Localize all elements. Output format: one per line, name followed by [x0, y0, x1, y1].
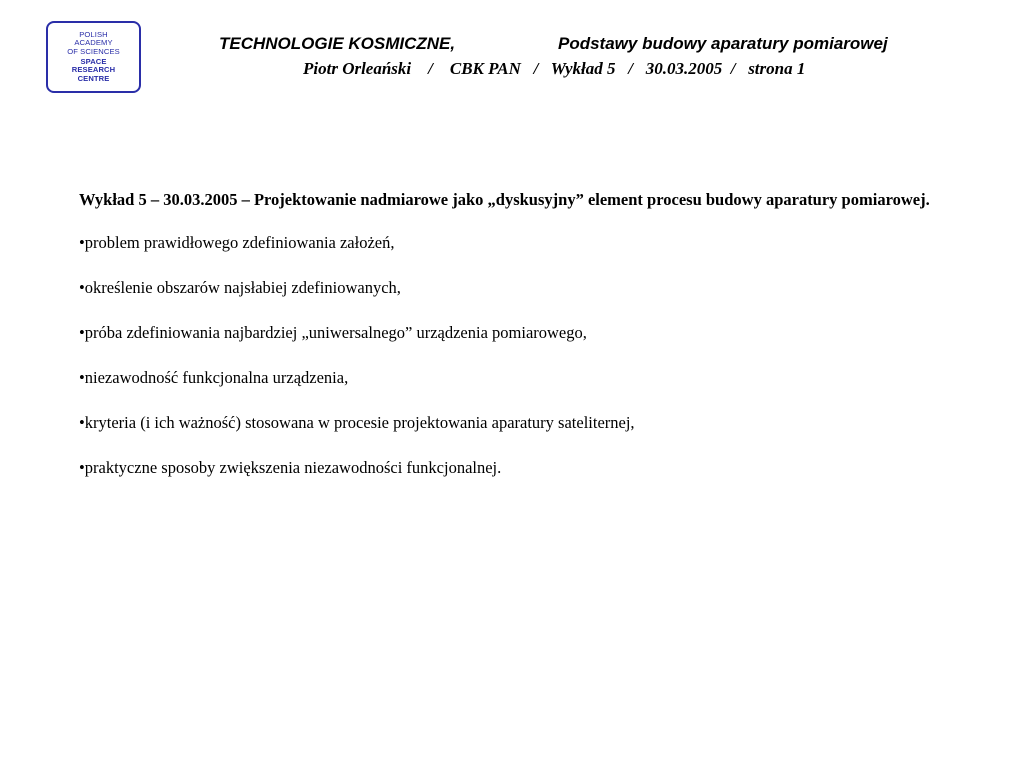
list-item: •problem prawidłowego zdefiniowania założeń, [79, 233, 395, 252]
course-title: TECHNOLOGIE KOSMICZNE, [219, 34, 456, 53]
slide-content [79, 188, 954, 501]
logo-line: RESEARCH [71, 65, 116, 75]
lecture-title: Wykład 5 – 30.03.2005 – Projektowanie nadmiarowe jako „dyskusyjny” element procesu budowy aparatury pomiarowej. [79, 190, 930, 209]
subject-title: Podstawy budowy aparatury pomiarowej [558, 34, 888, 53]
logo-line: SPACE [80, 56, 107, 66]
list-item: •praktyczne sposoby zwiększenia niezawodności funkcjonalnej. [79, 458, 502, 477]
logo-line: ACADEMY [74, 38, 113, 48]
space-research-centre-logo [46, 21, 141, 93]
list-item: •określenie obszarów najsłabiej zdefiniowanych, [79, 278, 401, 297]
list-item: •niezawodność funkcjonalna urządzenia, [79, 368, 349, 387]
topic-list [79, 231, 954, 480]
header-info-line: Piotr Orleański / CBK PAN / Wykład 5 / 30.03.2005 / strona 1 [303, 59, 806, 78]
list-item: •kryteria (i ich ważność) stosowana w procesie projektowania aparatury sateliternej, [79, 413, 635, 432]
logo-line: CENTRE [77, 73, 110, 83]
logo-line: POLISH [79, 29, 108, 39]
logo-line: OF SCIENCES [67, 46, 120, 56]
list-item: •próba zdefiniowania najbardziej „uniwersalnego” urządzenia pomiarowego, [79, 323, 587, 342]
